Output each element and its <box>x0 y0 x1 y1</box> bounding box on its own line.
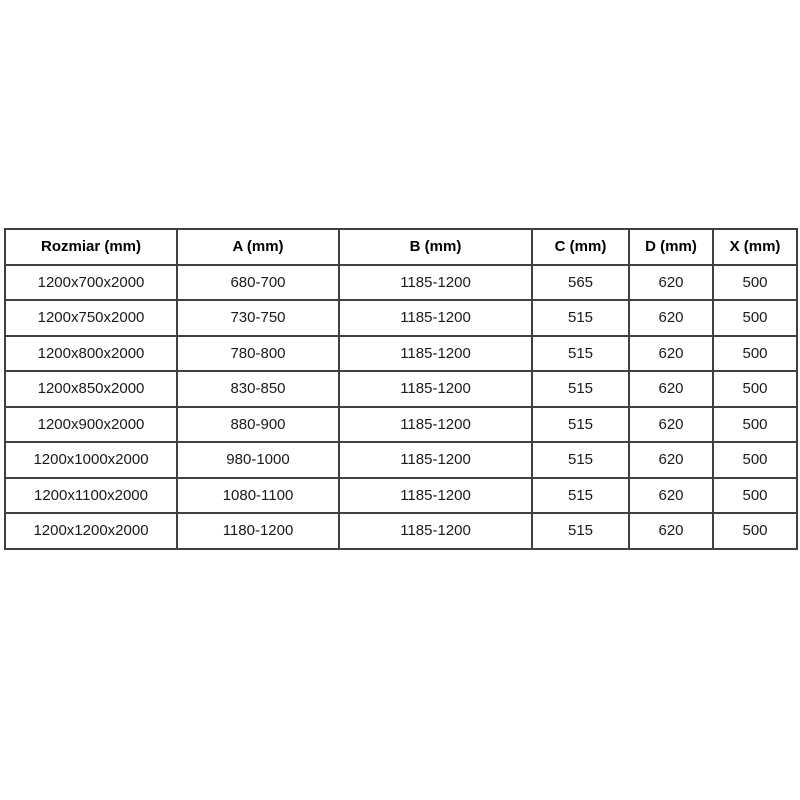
table-header-row <box>5 229 797 265</box>
column-header-c: C (mm) <box>532 229 629 265</box>
cell-b: 1185-1200 <box>339 336 532 372</box>
cell-a: 1180-1200 <box>177 513 339 549</box>
cell-a: 1080-1100 <box>177 478 339 514</box>
cell-b: 1185-1200 <box>339 265 532 301</box>
cell-rozmiar: 1200x1100x2000 <box>5 478 177 514</box>
cell-b: 1185-1200 <box>339 407 532 443</box>
table-row <box>5 265 797 301</box>
size-table-container <box>4 228 796 550</box>
cell-x: 500 <box>713 300 797 336</box>
cell-d: 620 <box>629 407 713 443</box>
cell-c: 515 <box>532 478 629 514</box>
table-body <box>5 265 797 549</box>
cell-rozmiar: 1200x1000x2000 <box>5 442 177 478</box>
cell-a: 830-850 <box>177 371 339 407</box>
table-row <box>5 513 797 549</box>
cell-x: 500 <box>713 336 797 372</box>
cell-d: 620 <box>629 300 713 336</box>
cell-c: 515 <box>532 442 629 478</box>
cell-d: 620 <box>629 442 713 478</box>
table-row <box>5 407 797 443</box>
cell-b: 1185-1200 <box>339 442 532 478</box>
table-row <box>5 336 797 372</box>
cell-b: 1185-1200 <box>339 300 532 336</box>
cell-x: 500 <box>713 371 797 407</box>
cell-c: 515 <box>532 371 629 407</box>
cell-rozmiar: 1200x750x2000 <box>5 300 177 336</box>
column-header-a: A (mm) <box>177 229 339 265</box>
cell-c: 565 <box>532 265 629 301</box>
table-row <box>5 300 797 336</box>
cell-c: 515 <box>532 336 629 372</box>
cell-d: 620 <box>629 265 713 301</box>
cell-c: 515 <box>532 513 629 549</box>
cell-rozmiar: 1200x800x2000 <box>5 336 177 372</box>
cell-x: 500 <box>713 265 797 301</box>
cell-d: 620 <box>629 371 713 407</box>
cell-a: 680-700 <box>177 265 339 301</box>
cell-rozmiar: 1200x700x2000 <box>5 265 177 301</box>
cell-c: 515 <box>532 407 629 443</box>
column-header-x: X (mm) <box>713 229 797 265</box>
cell-b: 1185-1200 <box>339 371 532 407</box>
column-header-b: B (mm) <box>339 229 532 265</box>
table-row <box>5 371 797 407</box>
cell-a: 780-800 <box>177 336 339 372</box>
cell-b: 1185-1200 <box>339 513 532 549</box>
size-spec-table <box>4 228 798 550</box>
cell-rozmiar: 1200x900x2000 <box>5 407 177 443</box>
cell-x: 500 <box>713 442 797 478</box>
cell-x: 500 <box>713 478 797 514</box>
cell-c: 515 <box>532 300 629 336</box>
cell-a: 880-900 <box>177 407 339 443</box>
cell-a: 980-1000 <box>177 442 339 478</box>
table-row <box>5 442 797 478</box>
cell-x: 500 <box>713 513 797 549</box>
table-row <box>5 478 797 514</box>
cell-b: 1185-1200 <box>339 478 532 514</box>
cell-d: 620 <box>629 513 713 549</box>
cell-d: 620 <box>629 336 713 372</box>
cell-d: 620 <box>629 478 713 514</box>
cell-rozmiar: 1200x850x2000 <box>5 371 177 407</box>
cell-rozmiar: 1200x1200x2000 <box>5 513 177 549</box>
column-header-rozmiar: Rozmiar (mm) <box>5 229 177 265</box>
cell-x: 500 <box>713 407 797 443</box>
column-header-d: D (mm) <box>629 229 713 265</box>
cell-a: 730-750 <box>177 300 339 336</box>
